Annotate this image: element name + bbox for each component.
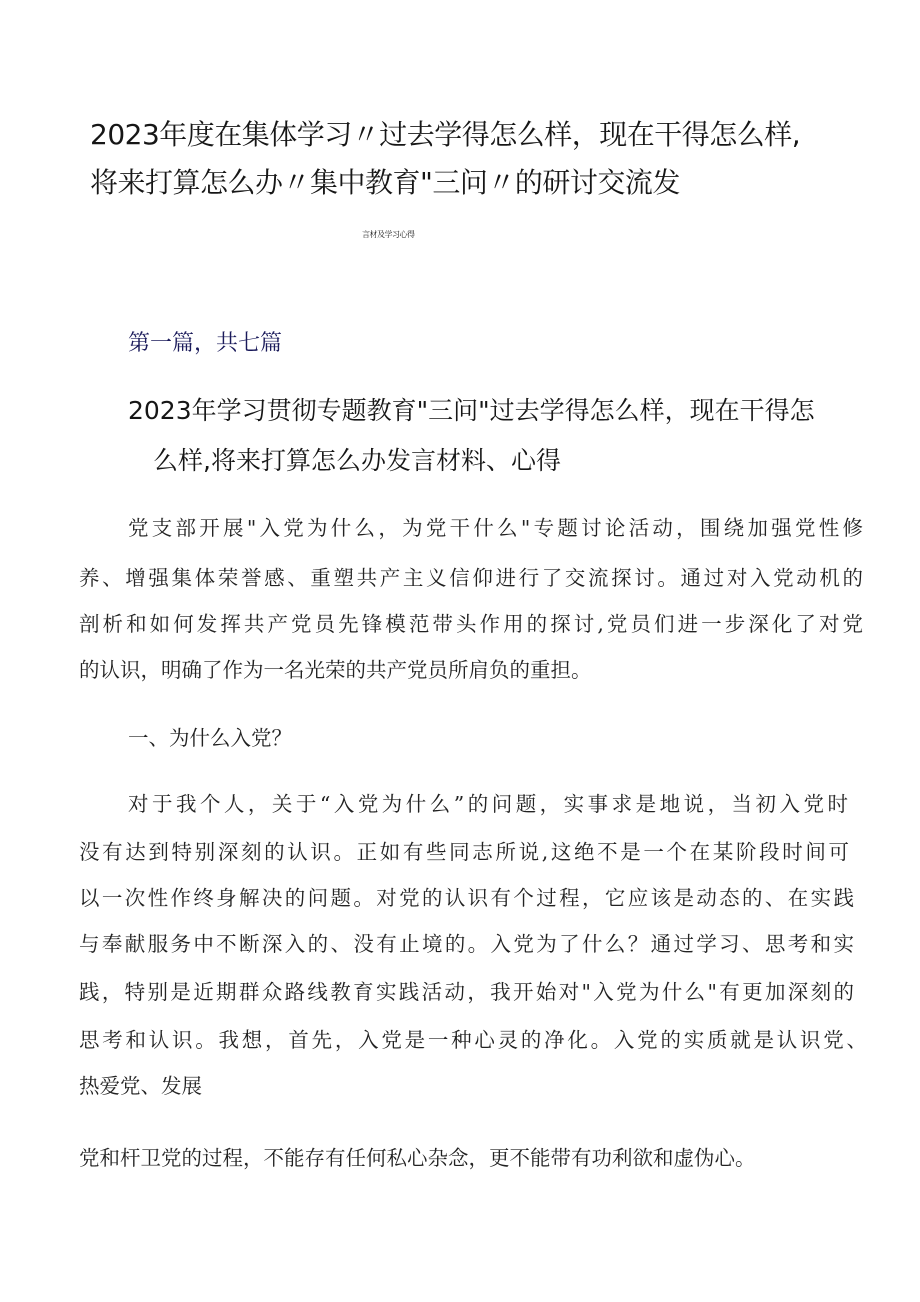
paragraph-2-line-1: 对于我个人，关于“入党为什么”的问题，实事求是地说，当初入党时 bbox=[128, 792, 848, 816]
section-heading-1: 一、为什么入党？ bbox=[128, 726, 292, 750]
paragraph-2-line-6: 思考和认识。我想，首先，入党是一种心灵的净化。入党的实质就是认识党、 bbox=[79, 1028, 867, 1052]
paragraph-2-line-7: 热爱党、发展 bbox=[79, 1074, 202, 1098]
document-title-line-1: 2023年度在集体学习〃过去学得怎么样，现在干得怎么样, bbox=[90, 118, 801, 151]
paragraph-2-line-4: 与奉献服务中不断深入的、没有止境的。入党为了什么？通过学习、思考和实 bbox=[79, 932, 854, 956]
paragraph-1-line-1: 党支部开展"入党为什么，为党干什么"专题讨论活动，围绕加强党性修 bbox=[128, 516, 863, 540]
paragraph-1-line-4: 的认识，明确了作为一名光荣的共产党员所肩负的重担。 bbox=[79, 658, 592, 682]
section-label: 第一篇，共七篇 bbox=[128, 331, 283, 356]
document-title-line-2: 将来打算怎么办〃集中教育"三问〃的研讨交流发 bbox=[90, 166, 680, 199]
paragraph-2-line-2: 没有达到特别深刻的认识。正如有些同志所说,这绝不是一个在某阶段时间可 bbox=[79, 840, 849, 864]
article-subtitle-line-1: 2023年学习贯彻专题教育"三问"过去学得怎么样，现在干得怎 bbox=[128, 396, 815, 425]
paragraph-2-line-5: 践，特别是近期群众路线教育实践活动，我开始对"入党为什么"有更加深刻的 bbox=[79, 980, 854, 1004]
article-subtitle-line-2: 么样,将来打算怎么办发言材料、心得 bbox=[153, 446, 561, 475]
paragraph-3-line-1: 党和杆卫党的过程，不能存有任何私心杂念，更不能带有功利欲和虚伪心。 bbox=[79, 1146, 756, 1170]
document-title-line-3: 言材及学习心得 bbox=[362, 230, 415, 239]
paragraph-1-line-3: 剖析和如何发挥共产党员先锋模范带头作用的探讨,党员们进一步深化了对党 bbox=[79, 612, 863, 636]
paragraph-2-line-3: 以一次性作终身解决的问题。对党的认识有个过程，它应该是动态的、在实践 bbox=[79, 886, 854, 910]
paragraph-1-line-2: 养、增强集体荣誉感、重塑共产主义信仰进行了交流探讨。通过对入党动机的 bbox=[79, 566, 863, 590]
